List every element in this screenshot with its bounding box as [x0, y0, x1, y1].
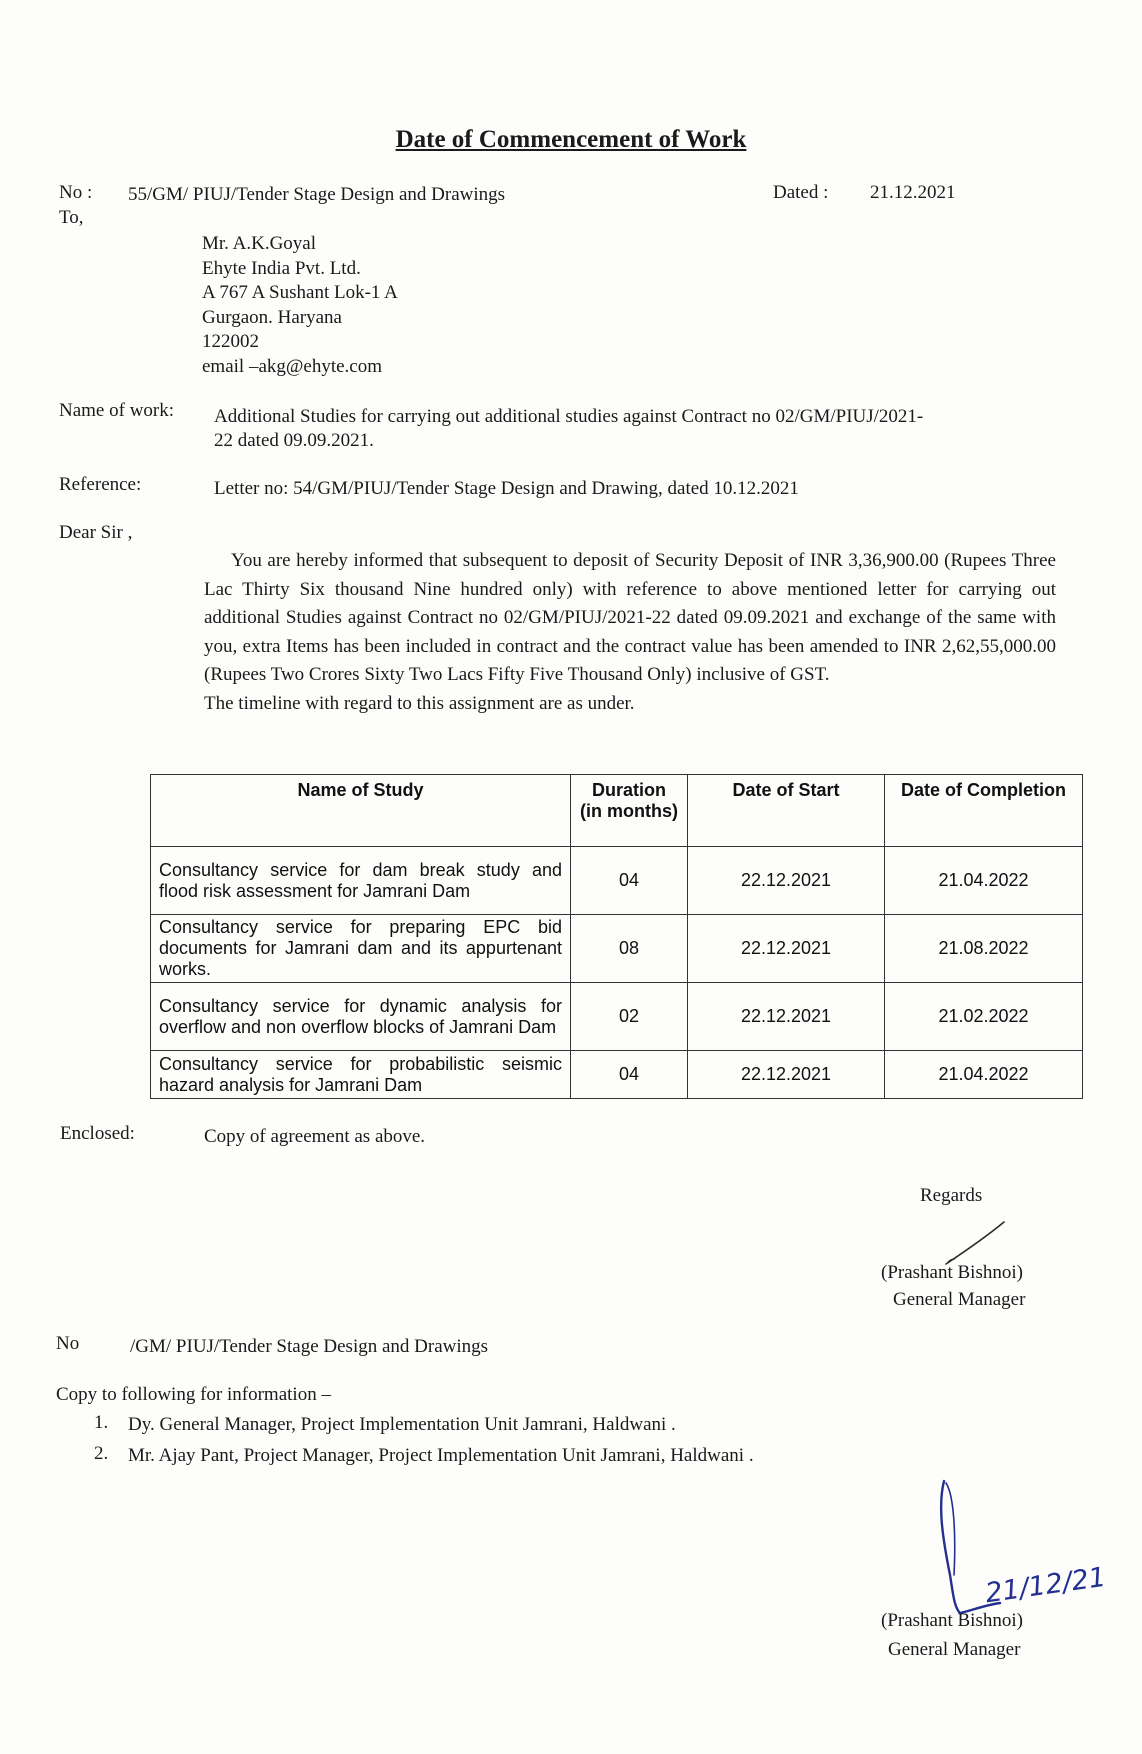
name-of-work-line: 22 dated 09.09.2021. [214, 430, 374, 451]
study-duration: 02 [571, 983, 688, 1051]
timeline-table [150, 774, 1083, 1099]
table-row [151, 847, 1083, 915]
dated-value: 21.12.2021 [870, 182, 956, 203]
name-of-work-line: Additional Studies for carrying out additional studies against Contract no 02/GM/PIUJ/2021- [214, 406, 924, 427]
study-completion-date: 21.08.2022 [885, 915, 1083, 983]
body-paragraph: You are hereby informed that subsequent to deposit of Security Deposit of INR 3,36,900.00 (Rupees Three Lac Thirty Six thousand Nine hundred only) with reference to above mentioned letter for carrying out additional Studies against Contract no 02/GM/PIUJ/2021-22 dated 09.09.2021 and exchange of the same with you, extra Items has been included in contract and the contract value has been amended to INR 2,62,55,000.00 (Rupees Two Crores Sixty Two Lacs Fifty Five Thousand Only) inclusive of GST. [204, 550, 1056, 685]
reference-label: Reference: [59, 474, 142, 495]
copy-to-heading: Copy to following for information – [56, 1384, 331, 1405]
header-name-of-study: Name of Study [151, 775, 571, 847]
signatory-name: (Prashant Bishnoi) [881, 1262, 1023, 1283]
copy-item-text: Dy. General Manager, Project Implementation Unit Jamrani, Haldwani . [128, 1414, 676, 1435]
study-duration: 04 [571, 1051, 688, 1099]
table-row [151, 1051, 1083, 1099]
study-name: Consultancy service for preparing EPC bid documents for Jamrani dam and its appurtenant works. [151, 915, 571, 983]
study-name: Consultancy service for probabilistic seismic hazard analysis for Jamrani Dam [151, 1051, 571, 1099]
study-start-date: 22.12.2021 [688, 1051, 885, 1099]
footer-no-label: No [56, 1333, 80, 1354]
document-title: Date of Commencement of Work [395, 126, 747, 153]
body-paragraph-block [204, 547, 1056, 718]
signatory-name: (Prashant Bishnoi) [881, 1610, 1023, 1631]
name-of-work-value [214, 405, 1054, 453]
copy-item-text: Mr. Ajay Pant, Project Manager, Project Implementation Unit Jamrani, Haldwani . [128, 1445, 754, 1466]
study-completion-date: 21.04.2022 [885, 847, 1083, 915]
table-header-row [151, 775, 1083, 847]
address-line: Gurgaon. Haryana [202, 306, 342, 328]
handwritten-date: 21/12/21 [983, 1561, 1108, 1610]
signatory-designation: General Manager [893, 1289, 1026, 1310]
header-date-of-completion: Date of Completion [885, 775, 1083, 847]
name-of-work-label: Name of work: [59, 400, 175, 421]
table-row [151, 915, 1083, 983]
address-line: A 767 A Sushant Lok-1 A [202, 282, 398, 303]
salutation: Dear Sir , [59, 522, 133, 543]
enclosed-label: Enclosed: [60, 1123, 135, 1144]
reference-value: Letter no: 54/GM/PIUJ/Tender Stage Design and Drawing, dated 10.12.2021 [214, 478, 799, 499]
no-label: No : [59, 182, 93, 203]
study-start-date: 22.12.2021 [688, 847, 885, 915]
study-start-date: 22.12.2021 [688, 915, 885, 983]
table-row [151, 983, 1083, 1051]
timeline-intro: The timeline with regard to this assignment are as under. [204, 692, 635, 714]
recipient-address [202, 232, 398, 379]
study-duration: 04 [571, 847, 688, 915]
dated-label: Dated : [773, 182, 829, 203]
address-line: 122002 [202, 331, 259, 352]
regards-text: Regards [920, 1185, 983, 1206]
address-line: email –akg@ehyte.com [202, 355, 382, 377]
copy-item-number: 2. [94, 1443, 109, 1464]
study-duration: 08 [571, 915, 688, 983]
header-date-of-start: Date of Start [688, 775, 885, 847]
footer-reference-number: /GM/ PIUJ/Tender Stage Design and Drawings [130, 1336, 489, 1357]
header-duration: Duration (in months) [571, 775, 688, 847]
copy-item-number: 1. [94, 1412, 109, 1433]
study-start-date: 22.12.2021 [688, 983, 885, 1051]
address-line: Mr. A.K.Goyal [202, 233, 316, 254]
study-completion-date: 21.04.2022 [885, 1051, 1083, 1099]
signatory-designation: General Manager [888, 1639, 1021, 1660]
reference-number: 55/GM/ PIUJ/Tender Stage Design and Drawings [128, 184, 506, 205]
address-line: Ehyte India Pvt. Ltd. [202, 257, 361, 279]
study-completion-date: 21.02.2022 [885, 983, 1083, 1051]
enclosed-value: Copy of agreement as above. [204, 1126, 426, 1147]
study-name: Consultancy service for dam break study and flood risk assessment for Jamrani Dam [151, 847, 571, 915]
to-label: To, [59, 207, 84, 228]
study-name: Consultancy service for dynamic analysis for overflow and non overflow blocks of Jamrani Dam [151, 983, 571, 1051]
